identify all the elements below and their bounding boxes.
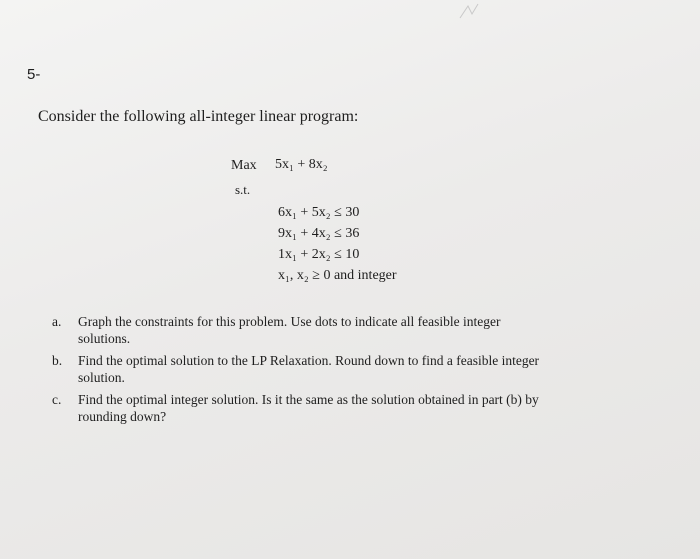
problem-intro: Consider the following all-integer linear program:: [38, 108, 359, 125]
constraint-3: 1x₁ + 2x₂ ≤ 10: [278, 247, 360, 262]
part-text: Find the optimal solution to the LP Relaxation. Round down to find a feasible integer solution.: [78, 353, 540, 385]
part-text: Graph the constraints for this problem. Use dots to indicate all feasible integer solutions.: [78, 314, 501, 346]
objective-function: 5x₁ + 8x₂: [275, 157, 328, 172]
question-number: 5-: [27, 66, 41, 83]
part-text: Find the optimal integer solution. Is it the same as the solution obtained in part (b) by rounding down?: [78, 392, 539, 424]
pen-mark: [458, 2, 480, 20]
constraint-nonnegativity: x₁, x₂ ≥ 0 and integer: [278, 268, 397, 283]
objective-label: Max: [231, 158, 257, 173]
part-letter: a.: [52, 314, 62, 329]
part-letter: c.: [52, 392, 62, 407]
constraint-1: 6x₁ + 5x₂ ≤ 30: [278, 205, 360, 220]
part-letter: b.: [52, 353, 63, 368]
constraint-2: 9x₁ + 4x₂ ≤ 36: [278, 226, 360, 241]
subject-to-label: s.t.: [235, 182, 251, 197]
